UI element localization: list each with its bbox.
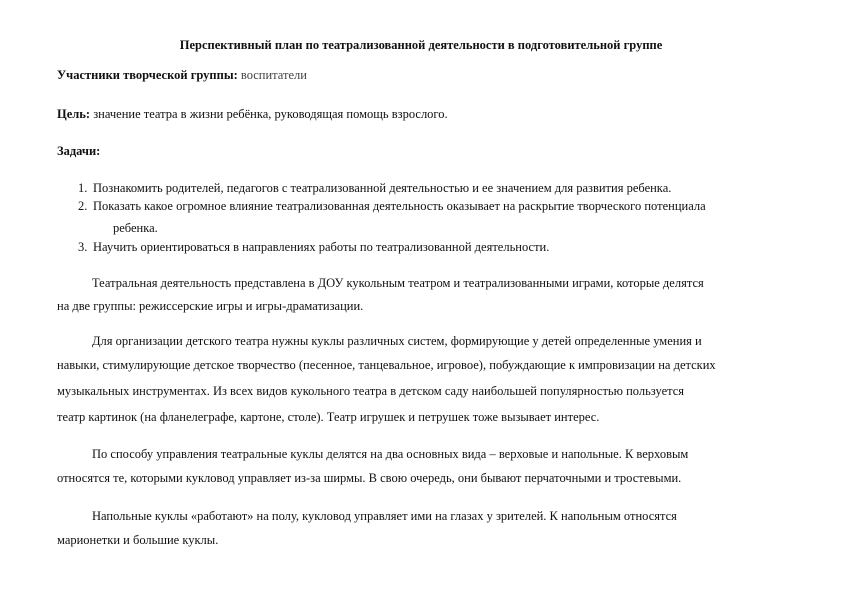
paragraph-line: Напольные куклы «работают» на полу, кукловод управляет ими на глазах у зрителей. К напольным относятся	[92, 509, 677, 523]
goal-label: Цель:	[57, 107, 91, 121]
goal-line	[57, 107, 448, 122]
document-title: Перспективный план по театрализованной деятельности в подготовительной группе	[179, 38, 663, 52]
task-item-2-continuation: ребенка.	[113, 221, 158, 235]
task-item-2	[78, 199, 706, 214]
task-number: 2.	[78, 199, 88, 213]
task-number: 1.	[78, 181, 88, 195]
task-number: 3.	[78, 240, 88, 254]
paragraph-line: музыкальных инструментах. Из всех видов кукольного театра в детском саду наибольшей популярностью пользуется	[57, 384, 685, 398]
task-item-1	[78, 181, 671, 196]
paragraph-line: относятся те, которыми кукловод управляет из-за ширмы. В свою очередь, они бывают перчаточными и тростевыми.	[57, 471, 682, 485]
paragraph-line: навыки, стимулирующие детское творчество (песенное, танцевальное, игровое), побуждающие к импровизации на детских	[57, 358, 716, 372]
goal-value: значение театра в жизни ребёнка, руководящая помощь взрослого.	[90, 107, 448, 121]
paragraph-line: театр картинок (на фланелеграфе, картоне, столе). Театр игрушек и петрушек тоже вызывает интерес.	[57, 410, 600, 424]
participants-line	[57, 68, 307, 83]
paragraph-line: По способу управления театральные куклы делятся на два основных вида – верховые и напольные. К верховым	[92, 447, 689, 461]
paragraph-line: марионетки и большие куклы.	[57, 533, 219, 547]
task-text: Познакомить родителей, педагогов с театрализованной деятельностью и ее значением для развития ребенка.	[93, 181, 672, 195]
tasks-heading: Задачи:	[57, 144, 101, 158]
task-text: Показать какое огромное влияние театрализованная деятельность оказывает на раскрытие творческого потенциала	[93, 199, 706, 213]
task-text: Научить ориентироваться в направлениях работы по театрализованной деятельности.	[93, 240, 550, 254]
paragraph-line: на две группы: режиссерские игры и игры-драматизации.	[57, 299, 364, 313]
participants-label: Участники творческой группы:	[57, 68, 238, 82]
paragraph-line: Для организации детского театра нужны куклы различных систем, формирующие у детей определенные умения и	[92, 334, 702, 348]
task-item-3	[78, 240, 549, 255]
participants-value: воспитатели	[237, 68, 307, 82]
paragraph-line: Театральная деятельность представлена в ДОУ кукольным театром и театрализованными играми, которые делятся	[92, 276, 704, 290]
